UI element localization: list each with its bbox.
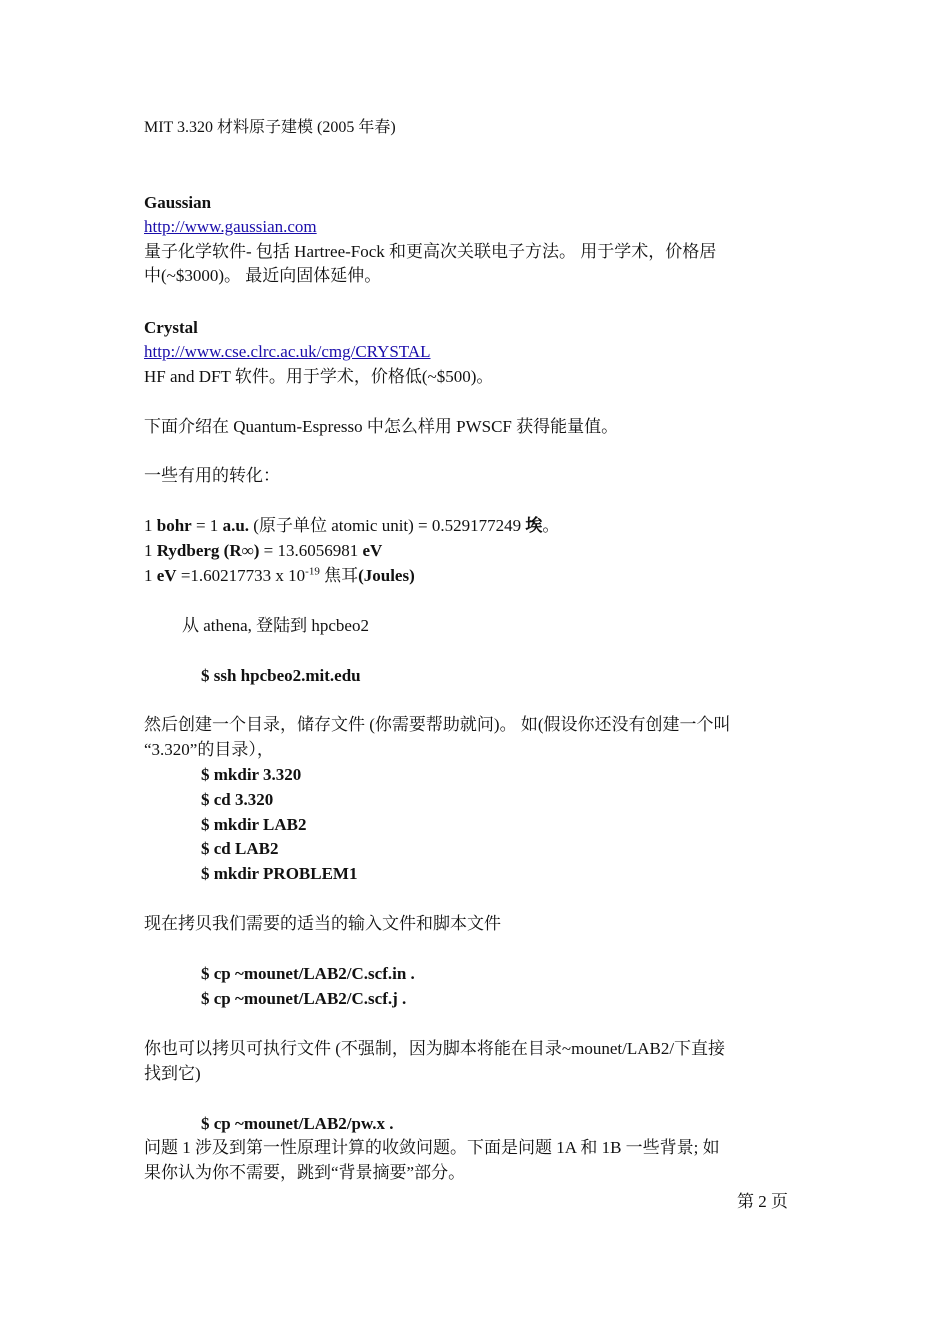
conv-text: 焦耳 [319,566,359,585]
gaussian-desc-line2: 中(~$3000)。 最近向固体延伸。 [144,266,382,285]
conv-text: 。 [542,516,560,535]
conv-text: 1 [144,566,157,585]
mkdir-intro-line2: “3.320”的目录）， [144,740,274,759]
conversion-ev [144,565,415,587]
conv-bold: (Joules) [358,566,415,585]
command-line: $ cp ~mounet/LAB2/C.scf.j . [201,989,407,1008]
gaussian-link[interactable]: http://www.gaussian.com [144,217,317,236]
conv-bold: eV [362,541,383,560]
conv-bold: eV [156,566,177,585]
conv-text: =1.60217733 x 10 [176,566,306,585]
conversion-rydberg [144,540,382,562]
conv-bold: a.u. [222,516,250,535]
conv-bold: 埃 [525,516,543,535]
conversion-bohr [144,515,559,537]
command-line: $ cd LAB2 [201,839,279,858]
conv-text: 1 [144,541,157,560]
conv-text: 1 [144,516,157,535]
exec-intro-line2: 找到它) [144,1064,201,1083]
problem-line1: 问题 1 涉及到第一性原理计算的收敛问题。下面是问题 1A 和 1B 一些背景; 如 [144,1138,720,1157]
conv-bold: Rydberg (R∞) [156,541,260,560]
page-number: 第 2 页 [737,1192,788,1211]
command-line: $ mkdir PROBLEM1 [201,864,358,883]
login-instruction: 从 athena, 登陆到 hpcbeo2 [182,616,369,635]
intro-paragraph: 下面介绍在 Quantum-Espresso 中怎么样用 PWSCF 获得能量值。 [144,417,619,436]
conv-text: = 13.6056981 [259,541,363,560]
conv-text: = 1 [191,516,223,535]
problem-line2: 果你认为你不需要，跳到“背景摘要”部分。 [144,1163,466,1182]
conv-text: (原子单位 atomic unit) = 0.529177249 [249,516,526,535]
conv-superscript: -19 [305,565,320,578]
gaussian-title: Gaussian [144,193,212,212]
crystal-link[interactable]: http://www.cse.clrc.ac.uk/cmg/CRYSTAL [144,342,431,361]
mkdir-intro-line1: 然后创建一个目录，储存文件 (你需要帮助就问)。 如(假设你还没有创建一个叫 [144,715,731,734]
command-line: $ cp ~mounet/LAB2/pw.x . [201,1114,394,1133]
conversions-heading: 一些有用的转化： [144,466,280,485]
page-header: MIT 3.320 材料原子建模 (2005 年春) [144,119,396,136]
ssh-command: $ ssh hpcbeo2.mit.edu [201,666,361,685]
command-line: $ mkdir 3.320 [201,765,302,784]
command-line: $ mkdir LAB2 [201,815,307,834]
gaussian-desc-line1: 量子化学软件- 包括 Hartree-Fock 和更高次关联电子方法。 用于学术，价格居 [144,242,717,261]
copy-intro: 现在拷贝我们需要的适当的输入文件和脚本文件 [144,914,501,933]
exec-intro-line1: 你也可以拷贝可执行文件 (不强制，因为脚本将能在目录~mounet/LAB2/下直接 [144,1039,726,1058]
command-line: $ cp ~mounet/LAB2/C.scf.in . [201,964,415,983]
crystal-title: Crystal [144,318,198,337]
crystal-desc: HF and DFT 软件。用于学术，价格低(~$500)。 [144,367,494,386]
command-line: $ cd 3.320 [201,790,274,809]
conv-bold: bohr [156,516,192,535]
